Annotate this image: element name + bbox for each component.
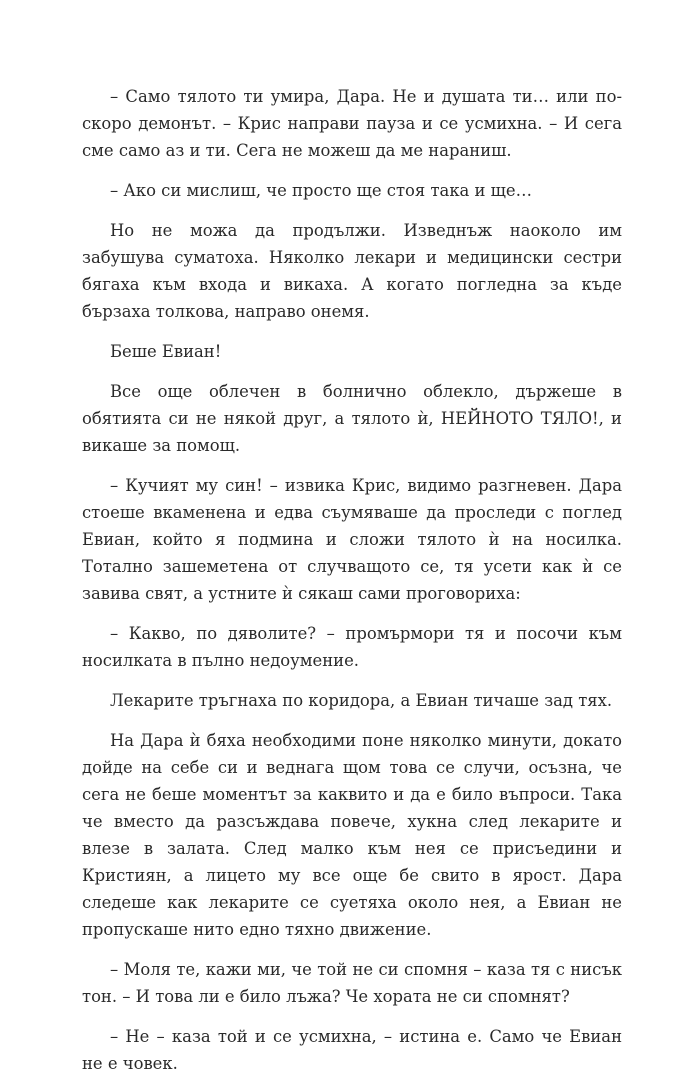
paragraph-6: – Кучият му син! – извика Крис, видимо разгневен. Дара стоеше вкаменена и едва съумяваше да проследи с поглед Евиан, който я подмина и сложи тялото ѝ на носилка. Тотално зашеметена от случващото се, тя усети как ѝ се завива свят, а устните ѝ сякаш сами проговориха: bbox=[82, 476, 622, 603]
paragraph-9: На Дара ѝ бяха необходими поне няколко минути, докато дойде на себе си и веднага щом това се случи, осъзна, че сега не беше моментът за каквито и да е било въпроси. Така че вместо да разсъждава повече, хукна след лекарите и влезе в залата. След малко към нея се присъедини и Кристиян, а лицето му все още бе свито в ярост. Дара следеше как лекарите се суетяха около нея, а Евиан не пропускаше нито едно тяхно движение. bbox=[82, 731, 622, 939]
paragraph-4: Беше Евиан! bbox=[110, 342, 222, 361]
paragraph-5: Все още облечен в болнично облекло, държеше в обятията си не някой друг, а тялото ѝ, НЕЙНОТО ТЯЛО!, и викаше за помощ. bbox=[82, 382, 622, 455]
paragraph-7: – Какво, по дяволите? – промърмори тя и посочи към носилката в пълно недоумение. bbox=[82, 624, 622, 670]
paragraph-8: Лекарите тръгнаха по коридора, а Евиан тичаше зад тях. bbox=[110, 691, 613, 710]
paragraph-10: – Моля те, кажи ми, че той не си спомня – каза тя с нисък тон. – И това ли е било лъжа? Че хората не си спомнят? bbox=[82, 960, 622, 1006]
paragraph-1: – Само тялото ти умира, Дара. Не и душата ти… или по-скоро демонът. – Крис направи пауза и се усмихна. – И сега сме само аз и ти. Сега не можеш да ме нараниш. bbox=[82, 87, 622, 160]
paragraph-3: Но не можа да продължи. Изведнъж наоколо им забушува суматоха. Няколко лекари и медицински сестри бягаха към входа и викаха. А когато погледна за къде бързаха толкова, направо онемя. bbox=[82, 221, 622, 321]
page-text bbox=[82, 83, 622, 1077]
paragraph-11: – Не – каза той и се усмихна, – истина е. Само че Евиан не е човек. bbox=[82, 1027, 622, 1073]
paragraph-2: – Ако си мислиш, че просто ще стоя така и ще… bbox=[110, 181, 533, 200]
